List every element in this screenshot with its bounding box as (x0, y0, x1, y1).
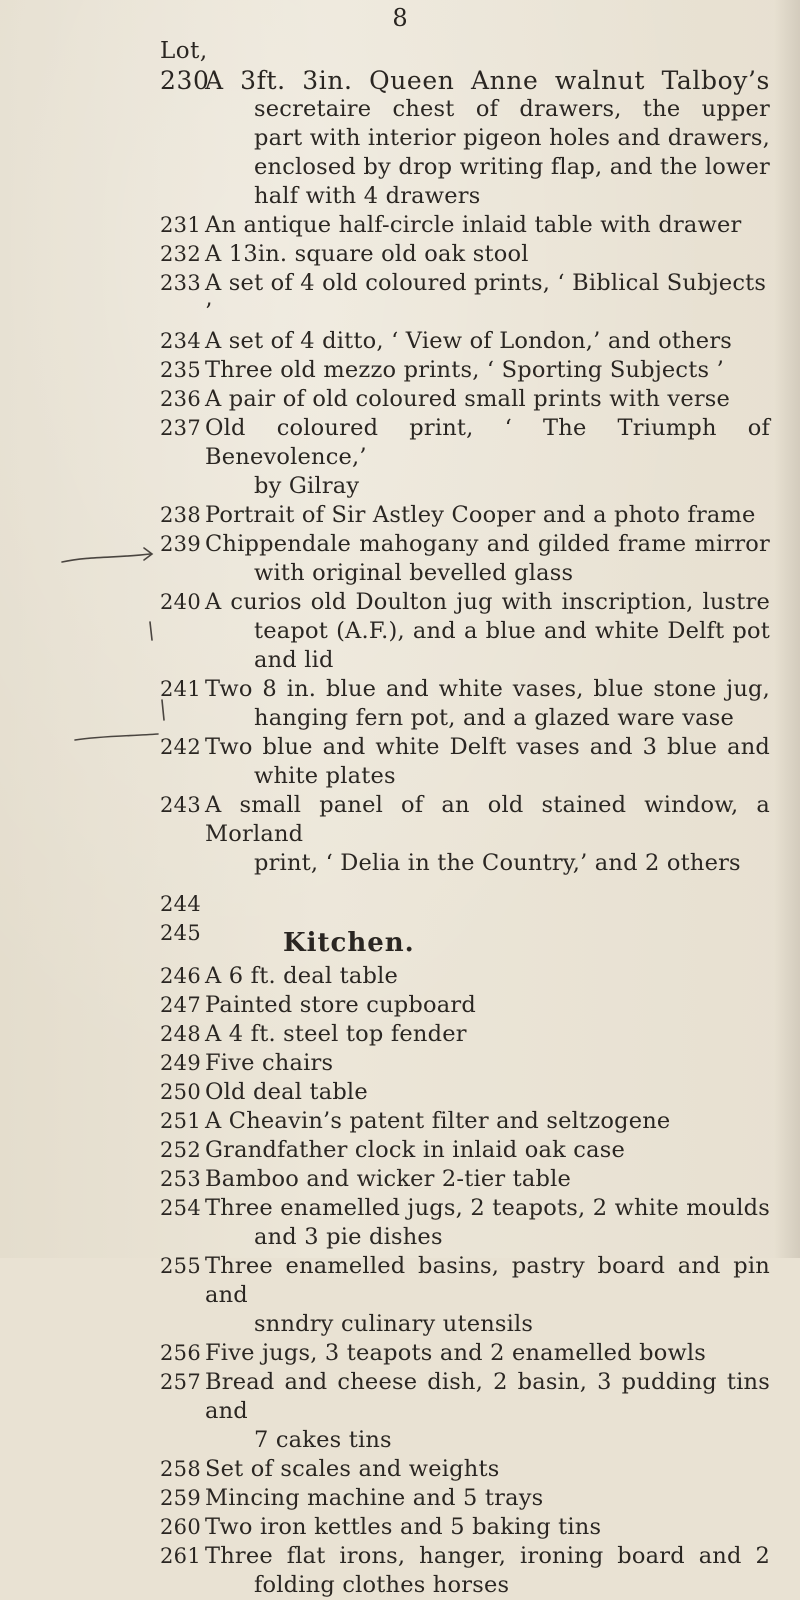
lot-number: 240 (160, 590, 201, 614)
lot-description-line: A small panel of an old stained window, a Morland (205, 792, 770, 847)
lot-description-line: enclosed by drop writing flap, and the lower (254, 154, 770, 180)
lot-number: 256 (160, 1341, 201, 1365)
lot-description-line: and 3 pie dishes (254, 1224, 443, 1250)
lot-description-line: by Gilray (254, 473, 360, 499)
spacer (0, 878, 800, 890)
lot-description-line: snndry culinary utensils (254, 1311, 534, 1337)
lot-description-line: Three flat irons, hanger, ironing board and 2 (205, 1543, 770, 1569)
lot-description-line: Old coloured print, ‘ The Triumph of Benevolence,’ (205, 415, 770, 470)
lot-number: 230 (160, 66, 210, 95)
lot-description-line: teapot (A.F.), and a blue and white Delft pot (254, 618, 770, 644)
lot-description-line: Set of scales and weights (205, 1456, 500, 1482)
lot-description-line: Two iron kettles and 5 baking tins (205, 1514, 602, 1540)
lot-description-line: Five jugs, 3 teapots and 2 enamelled bowls (205, 1340, 707, 1366)
lot-description-line: secretaire chest of drawers, the upper (254, 96, 770, 122)
lot-number: 231 (160, 213, 201, 237)
list-item (0, 66, 800, 211)
list-item (0, 791, 800, 878)
list-item (0, 501, 800, 530)
list-item (0, 211, 800, 240)
section-heading: Kitchen. (283, 928, 415, 958)
lot-description-line: hanging fern pot, and a glazed ware vase (254, 705, 735, 731)
list-item (0, 269, 800, 327)
lot-number: 259 (160, 1486, 201, 1510)
list-item (0, 414, 800, 501)
page-number: 8 (392, 4, 408, 32)
list-item (0, 1339, 800, 1368)
list-item (0, 919, 800, 948)
lot-description-line: A 13in. square old oak stool (205, 241, 529, 267)
list-item (0, 1107, 800, 1136)
lot-description-line: Three enamelled jugs, 2 teapots, 2 white moulds (205, 1195, 770, 1221)
lot-description-line: Painted store cupboard (205, 992, 476, 1018)
lot-description-line: A pair of old coloured small prints with verse (205, 386, 731, 412)
lot-number: 245 (160, 921, 201, 945)
lot-number: 241 (160, 677, 201, 701)
lot-description-line: A set of 4 ditto, ‘ View of London,’ and others (205, 328, 733, 354)
lot-description-line: and lid (254, 647, 334, 673)
lot-number: 251 (160, 1109, 201, 1133)
list-item (0, 1252, 800, 1339)
lot-description-line: A 6 ft. deal table (205, 963, 398, 989)
list-item (0, 1368, 800, 1455)
lot-description-line: A curios old Doulton jug with inscription, lustre (205, 589, 770, 615)
lot-column-label: Lot, (160, 38, 208, 64)
lot-number: 255 (160, 1254, 201, 1278)
list-item (0, 991, 800, 1020)
lot-number: 234 (160, 329, 201, 353)
lot-number: 233 (160, 271, 201, 295)
lot-description-line: Mincing machine and 5 trays (205, 1485, 544, 1511)
list-item (0, 356, 800, 385)
lot-description-line: Two blue and white Delft vases and 3 blue and (205, 734, 770, 760)
lot-number: 258 (160, 1457, 201, 1481)
lot-number: 239 (160, 532, 201, 556)
lot-description-line: half with 4 drawers (254, 183, 481, 209)
lot-description-line: A 4 ft. steel top fender (205, 1021, 467, 1047)
lot-number: 253 (160, 1167, 201, 1191)
list-item (0, 1484, 800, 1513)
lot-description-line: Three old mezzo prints, ‘ Sporting Subjects ’ (205, 357, 724, 383)
list-item (0, 385, 800, 414)
lot-number: 260 (160, 1515, 201, 1539)
lot-description-line: Chippendale mahogany and gilded frame mirror (205, 531, 770, 557)
lot-description-line: part with interior pigeon holes and drawers, (254, 125, 770, 151)
lot-number: 232 (160, 242, 201, 266)
lot-description-line: folding clothes horses (254, 1572, 510, 1598)
lot-number: 237 (160, 416, 201, 440)
list-item (0, 327, 800, 356)
lot-description-line: Two 8 in. blue and white vases, blue stone jug, (205, 676, 770, 702)
lot-description-line: Bread and cheese dish, 2 basin, 3 pudding tins and (205, 1369, 770, 1424)
lot-description-line: Five chairs (205, 1050, 334, 1076)
list-item (0, 1136, 800, 1165)
list-item (0, 733, 800, 791)
lot-number: 250 (160, 1080, 201, 1104)
list-item (0, 675, 800, 733)
lot-number: 235 (160, 358, 201, 382)
lot-description-line: white plates (254, 763, 396, 789)
lot-description-line: Portrait of Sir Astley Cooper and a photo frame (205, 502, 756, 528)
lot-number: 242 (160, 735, 201, 759)
list-item (0, 1513, 800, 1542)
lot-number: 252 (160, 1138, 201, 1162)
lot-number: 243 (160, 793, 201, 817)
lot-number: 244 (160, 892, 201, 916)
lot-number: 249 (160, 1051, 201, 1075)
lot-number: 248 (160, 1022, 201, 1046)
list-item (0, 890, 800, 919)
lot-description-line: 7 cakes tins (254, 1427, 392, 1453)
list-item (0, 1542, 800, 1600)
list-item (0, 530, 800, 588)
lot-description-line: Bamboo and wicker 2-tier table (205, 1166, 572, 1192)
lot-description-line: An antique half-circle inlaid table with drawer (205, 212, 742, 238)
lot-number: 254 (160, 1196, 201, 1220)
lot-description-line: Old deal table (205, 1079, 368, 1105)
list-item (0, 1020, 800, 1049)
list-item (0, 1194, 800, 1252)
list-item (0, 1455, 800, 1484)
lot-number: 261 (160, 1544, 201, 1568)
lot-number: 247 (160, 993, 201, 1017)
lot-description-line: A Cheavin’s patent filter and seltzogene (205, 1108, 671, 1134)
lot-description-line: A 3ft. 3in. Queen Anne walnut Talboy’s (205, 66, 770, 95)
list-item (0, 962, 800, 991)
lot-number: 238 (160, 503, 201, 527)
lot-list (0, 66, 800, 1600)
list-item (0, 1165, 800, 1194)
lot-description-line: Three enamelled basins, pastry board and pin and (205, 1253, 770, 1308)
list-item (0, 1078, 800, 1107)
lot-description-line: Grandfather clock in inlaid oak case (205, 1137, 625, 1163)
list-item (0, 588, 800, 675)
list-item (0, 240, 800, 269)
lot-description-line: with original bevelled glass (254, 560, 574, 586)
lot-description-line: A set of 4 old coloured prints, ‘ Biblical Subjects ’ (205, 270, 767, 325)
lot-number: 257 (160, 1370, 201, 1394)
lot-number: 246 (160, 964, 201, 988)
lot-number: 236 (160, 387, 201, 411)
list-item (0, 1049, 800, 1078)
lot-description-line: print, ‘ Delia in the Country,’ and 2 others (254, 850, 741, 876)
